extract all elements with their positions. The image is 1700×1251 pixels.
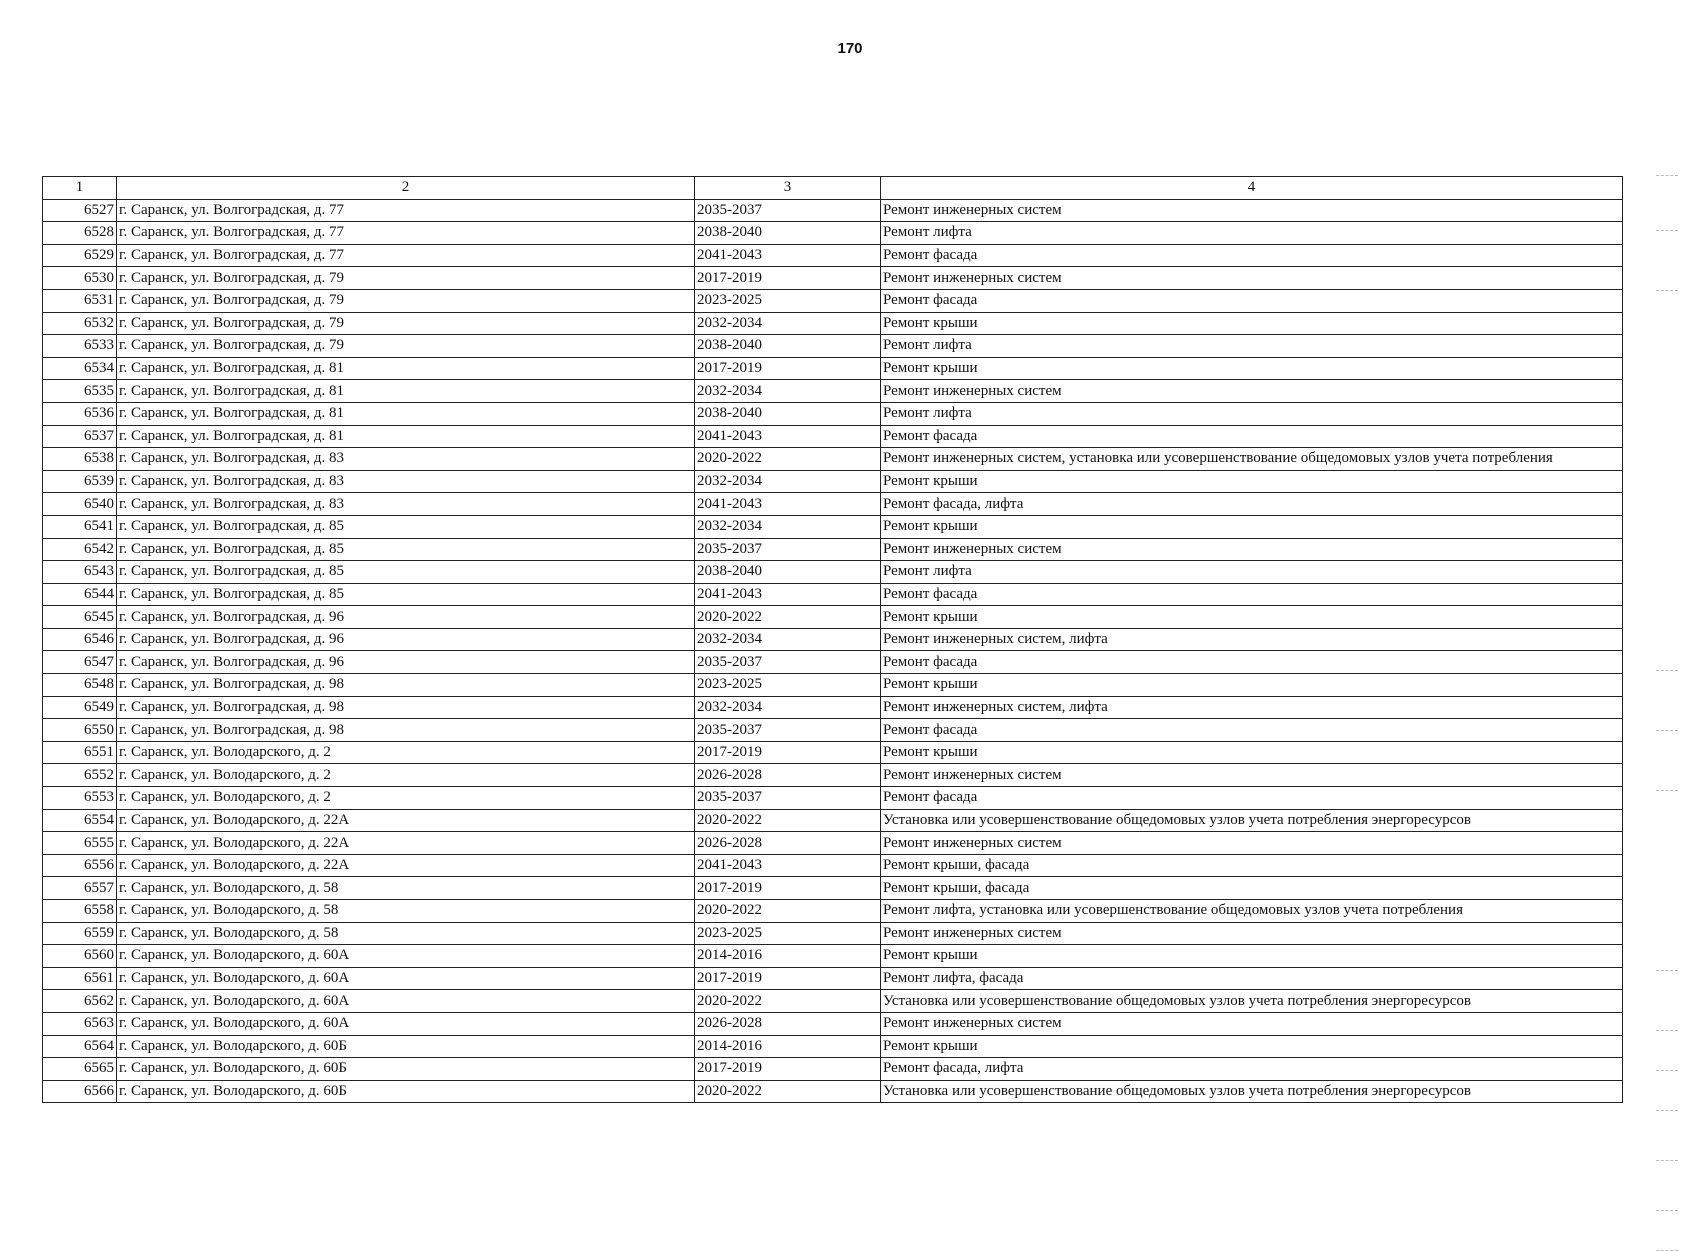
header-row	[43, 177, 1623, 200]
period-cell: 2032-2034	[695, 628, 881, 651]
row-number: 6561	[43, 967, 117, 990]
table-row	[43, 199, 1623, 222]
row-number: 6552	[43, 764, 117, 787]
work-cell: Ремонт инженерных систем, лифта	[881, 696, 1623, 719]
address-cell: г. Саранск, ул. Володарского, д. 60А	[117, 945, 695, 968]
row-number: 6560	[43, 945, 117, 968]
period-cell: 2020-2022	[695, 900, 881, 923]
period-cell: 2035-2037	[695, 719, 881, 742]
address-cell: г. Саранск, ул. Волгоградская, д. 83	[117, 470, 695, 493]
margin-mark	[1656, 230, 1678, 231]
address-cell: г. Саранск, ул. Волгоградская, д. 81	[117, 425, 695, 448]
row-number: 6540	[43, 493, 117, 516]
row-number: 6531	[43, 289, 117, 312]
period-cell: 2032-2034	[695, 470, 881, 493]
table-row	[43, 922, 1623, 945]
margin-mark	[1656, 670, 1678, 671]
address-cell: г. Саранск, ул. Волгоградская, д. 85	[117, 515, 695, 538]
row-number: 6538	[43, 448, 117, 471]
table-row	[43, 493, 1623, 516]
work-cell: Ремонт инженерных систем	[881, 1012, 1623, 1035]
row-number: 6530	[43, 267, 117, 290]
work-cell: Ремонт инженерных систем	[881, 267, 1623, 290]
row-number: 6546	[43, 628, 117, 651]
row-number: 6559	[43, 922, 117, 945]
work-cell: Ремонт крыши, фасада	[881, 877, 1623, 900]
period-cell: 2026-2028	[695, 764, 881, 787]
table-row	[43, 538, 1623, 561]
table-row	[43, 990, 1623, 1013]
row-number: 6545	[43, 606, 117, 629]
table-row	[43, 1058, 1623, 1081]
work-cell: Ремонт фасада, лифта	[881, 493, 1623, 516]
period-cell: 2035-2037	[695, 538, 881, 561]
address-cell: г. Саранск, ул. Волгоградская, д. 79	[117, 289, 695, 312]
address-cell: г. Саранск, ул. Володарского, д. 2	[117, 741, 695, 764]
row-number: 6542	[43, 538, 117, 561]
table-row	[43, 470, 1623, 493]
address-cell: г. Саранск, ул. Волгоградская, д. 77	[117, 199, 695, 222]
address-cell: г. Саранск, ул. Володарского, д. 58	[117, 900, 695, 923]
work-cell: Установка или усовершенствование общедомовых узлов учета потребления энергоресурсов	[881, 1080, 1623, 1103]
row-number: 6551	[43, 741, 117, 764]
table-row	[43, 515, 1623, 538]
period-cell: 2020-2022	[695, 1080, 881, 1103]
period-cell: 2026-2028	[695, 1012, 881, 1035]
table-row	[43, 1080, 1623, 1103]
address-cell: г. Саранск, ул. Волгоградская, д. 85	[117, 583, 695, 606]
address-cell: г. Саранск, ул. Волгоградская, д. 98	[117, 719, 695, 742]
address-cell: г. Саранск, ул. Володарского, д. 22А	[117, 854, 695, 877]
table-row	[43, 402, 1623, 425]
table-row	[43, 244, 1623, 267]
period-cell: 2014-2016	[695, 1035, 881, 1058]
page-number: 170	[837, 40, 863, 57]
margin-mark	[1656, 1210, 1678, 1211]
period-cell: 2038-2040	[695, 561, 881, 584]
period-cell: 2041-2043	[695, 583, 881, 606]
period-cell: 2023-2025	[695, 674, 881, 697]
table-row	[43, 628, 1623, 651]
work-cell: Ремонт инженерных систем, установка или усовершенствование общедомовых узлов учета потребления	[881, 448, 1623, 471]
table-row	[43, 719, 1623, 742]
work-cell: Ремонт инженерных систем	[881, 538, 1623, 561]
address-cell: г. Саранск, ул. Володарского, д. 58	[117, 922, 695, 945]
row-number: 6550	[43, 719, 117, 742]
table-row	[43, 877, 1623, 900]
work-cell: Ремонт инженерных систем	[881, 922, 1623, 945]
period-cell: 2041-2043	[695, 854, 881, 877]
table-row	[43, 289, 1623, 312]
period-cell: 2038-2040	[695, 335, 881, 358]
period-cell: 2017-2019	[695, 741, 881, 764]
row-number: 6563	[43, 1012, 117, 1035]
work-cell: Ремонт инженерных систем	[881, 380, 1623, 403]
column-header-2: 2	[117, 177, 695, 200]
row-number: 6547	[43, 651, 117, 674]
period-cell: 2041-2043	[695, 244, 881, 267]
row-number: 6527	[43, 199, 117, 222]
row-number: 6549	[43, 696, 117, 719]
period-cell: 2032-2034	[695, 515, 881, 538]
address-cell: г. Саранск, ул. Волгоградская, д. 98	[117, 696, 695, 719]
work-cell: Ремонт крыши	[881, 515, 1623, 538]
row-number: 6557	[43, 877, 117, 900]
table-row	[43, 357, 1623, 380]
address-cell: г. Саранск, ул. Володарского, д. 22А	[117, 832, 695, 855]
table-row	[43, 267, 1623, 290]
table-row	[43, 335, 1623, 358]
work-cell: Ремонт крыши	[881, 470, 1623, 493]
address-cell: г. Саранск, ул. Волгоградская, д. 96	[117, 628, 695, 651]
table-row	[43, 674, 1623, 697]
row-number: 6558	[43, 900, 117, 923]
table-row	[43, 448, 1623, 471]
row-number: 6548	[43, 674, 117, 697]
period-cell: 2023-2025	[695, 289, 881, 312]
period-cell: 2017-2019	[695, 1058, 881, 1081]
work-cell: Ремонт лифта, установка или усовершенствование общедомовых узлов учета потребления	[881, 900, 1623, 923]
table-row	[43, 945, 1623, 968]
row-number: 6533	[43, 335, 117, 358]
work-cell: Ремонт крыши	[881, 945, 1623, 968]
work-cell: Ремонт крыши, фасада	[881, 854, 1623, 877]
address-cell: г. Саранск, ул. Волгоградская, д. 79	[117, 312, 695, 335]
work-cell: Ремонт фасада	[881, 583, 1623, 606]
table-row	[43, 312, 1623, 335]
work-cell: Ремонт фасада	[881, 787, 1623, 810]
period-cell: 2017-2019	[695, 267, 881, 290]
row-number: 6539	[43, 470, 117, 493]
address-cell: г. Саранск, ул. Володарского, д. 60А	[117, 990, 695, 1013]
row-number: 6528	[43, 222, 117, 245]
period-cell: 2035-2037	[695, 199, 881, 222]
address-cell: г. Саранск, ул. Володарского, д. 60Б	[117, 1080, 695, 1103]
work-cell: Ремонт крыши	[881, 1035, 1623, 1058]
period-cell: 2041-2043	[695, 425, 881, 448]
row-number: 6554	[43, 809, 117, 832]
address-cell: г. Саранск, ул. Володарского, д. 22А	[117, 809, 695, 832]
address-cell: г. Саранск, ул. Волгоградская, д. 85	[117, 538, 695, 561]
table-body	[43, 199, 1623, 1103]
period-cell: 2026-2028	[695, 832, 881, 855]
margin-mark	[1656, 1110, 1678, 1111]
period-cell: 2032-2034	[695, 380, 881, 403]
table-row	[43, 854, 1623, 877]
margin-mark	[1656, 970, 1678, 971]
table-row	[43, 741, 1623, 764]
work-cell: Ремонт инженерных систем	[881, 832, 1623, 855]
period-cell: 2020-2022	[695, 448, 881, 471]
address-cell: г. Саранск, ул. Волгоградская, д. 83	[117, 493, 695, 516]
address-cell: г. Саранск, ул. Володарского, д. 58	[117, 877, 695, 900]
period-cell: 2038-2040	[695, 222, 881, 245]
column-header-4: 4	[881, 177, 1623, 200]
margin-mark	[1656, 730, 1678, 731]
address-cell: г. Саранск, ул. Володарского, д. 60А	[117, 967, 695, 990]
work-cell: Ремонт фасада	[881, 425, 1623, 448]
table-row	[43, 787, 1623, 810]
address-cell: г. Саранск, ул. Володарского, д. 2	[117, 764, 695, 787]
address-cell: г. Саранск, ул. Волгоградская, д. 79	[117, 335, 695, 358]
row-number: 6555	[43, 832, 117, 855]
table-row	[43, 222, 1623, 245]
work-cell: Ремонт инженерных систем	[881, 764, 1623, 787]
work-cell: Ремонт крыши	[881, 674, 1623, 697]
work-cell: Ремонт фасада, лифта	[881, 1058, 1623, 1081]
period-cell: 2017-2019	[695, 877, 881, 900]
margin-mark	[1656, 1030, 1678, 1031]
address-cell: г. Саранск, ул. Волгоградская, д. 79	[117, 267, 695, 290]
row-number: 6543	[43, 561, 117, 584]
address-cell: г. Саранск, ул. Володарского, д. 60А	[117, 1012, 695, 1035]
work-cell: Ремонт лифта	[881, 402, 1623, 425]
period-cell: 2023-2025	[695, 922, 881, 945]
row-number: 6536	[43, 402, 117, 425]
work-cell: Ремонт фасада	[881, 244, 1623, 267]
table-row	[43, 606, 1623, 629]
margin-mark	[1656, 290, 1678, 291]
table-row	[43, 764, 1623, 787]
work-cell: Ремонт крыши	[881, 741, 1623, 764]
table-row	[43, 900, 1623, 923]
row-number: 6562	[43, 990, 117, 1013]
table-row	[43, 425, 1623, 448]
row-number: 6534	[43, 357, 117, 380]
address-cell: г. Саранск, ул. Волгоградская, д. 96	[117, 606, 695, 629]
address-cell: г. Саранск, ул. Володарского, д. 60Б	[117, 1058, 695, 1081]
row-number: 6541	[43, 515, 117, 538]
table-row	[43, 651, 1623, 674]
address-cell: г. Саранск, ул. Володарского, д. 60Б	[117, 1035, 695, 1058]
margin-mark	[1656, 175, 1678, 176]
table-row	[43, 583, 1623, 606]
address-cell: г. Саранск, ул. Волгоградская, д. 96	[117, 651, 695, 674]
row-number: 6544	[43, 583, 117, 606]
table-row	[43, 967, 1623, 990]
work-cell: Ремонт крыши	[881, 312, 1623, 335]
address-cell: г. Саранск, ул. Волгоградская, д. 81	[117, 402, 695, 425]
margin-mark	[1656, 790, 1678, 791]
table-row	[43, 1035, 1623, 1058]
period-cell: 2041-2043	[695, 493, 881, 516]
period-cell: 2020-2022	[695, 809, 881, 832]
table-row	[43, 809, 1623, 832]
work-cell: Ремонт крыши	[881, 606, 1623, 629]
period-cell: 2032-2034	[695, 696, 881, 719]
table-row	[43, 696, 1623, 719]
period-cell: 2035-2037	[695, 787, 881, 810]
work-cell: Ремонт лифта	[881, 335, 1623, 358]
period-cell: 2014-2016	[695, 945, 881, 968]
period-cell: 2020-2022	[695, 990, 881, 1013]
work-cell: Ремонт фасада	[881, 719, 1623, 742]
row-number: 6566	[43, 1080, 117, 1103]
row-number: 6565	[43, 1058, 117, 1081]
period-cell: 2032-2034	[695, 312, 881, 335]
address-cell: г. Саранск, ул. Волгоградская, д. 85	[117, 561, 695, 584]
row-number: 6537	[43, 425, 117, 448]
work-cell: Ремонт лифта, фасада	[881, 967, 1623, 990]
row-number: 6564	[43, 1035, 117, 1058]
table-header	[43, 177, 1623, 200]
address-cell: г. Саранск, ул. Волгоградская, д. 98	[117, 674, 695, 697]
column-header-3: 3	[695, 177, 881, 200]
column-header-1: 1	[43, 177, 117, 200]
table-row	[43, 561, 1623, 584]
row-number: 6553	[43, 787, 117, 810]
address-cell: г. Саранск, ул. Волгоградская, д. 81	[117, 357, 695, 380]
margin-mark	[1656, 1160, 1678, 1161]
work-cell: Ремонт фасада	[881, 651, 1623, 674]
row-number: 6529	[43, 244, 117, 267]
row-number: 6535	[43, 380, 117, 403]
period-cell: 2020-2022	[695, 606, 881, 629]
table-row	[43, 1012, 1623, 1035]
work-cell: Ремонт фасада	[881, 289, 1623, 312]
work-cell: Ремонт инженерных систем, лифта	[881, 628, 1623, 651]
work-cell: Ремонт инженерных систем	[881, 199, 1623, 222]
row-number: 6556	[43, 854, 117, 877]
address-cell: г. Саранск, ул. Володарского, д. 2	[117, 787, 695, 810]
row-number: 6532	[43, 312, 117, 335]
work-cell: Установка или усовершенствование общедомовых узлов учета потребления энергоресурсов	[881, 809, 1623, 832]
table-row	[43, 832, 1623, 855]
address-cell: г. Саранск, ул. Волгоградская, д. 81	[117, 380, 695, 403]
table-row	[43, 380, 1623, 403]
period-cell: 2017-2019	[695, 357, 881, 380]
margin-mark	[1656, 1070, 1678, 1071]
work-cell: Ремонт лифта	[881, 222, 1623, 245]
period-cell: 2035-2037	[695, 651, 881, 674]
address-cell: г. Саранск, ул. Волгоградская, д. 77	[117, 222, 695, 245]
period-cell: 2017-2019	[695, 967, 881, 990]
period-cell: 2038-2040	[695, 402, 881, 425]
repair-schedule-table	[42, 176, 1623, 1103]
work-cell: Ремонт лифта	[881, 561, 1623, 584]
address-cell: г. Саранск, ул. Волгоградская, д. 77	[117, 244, 695, 267]
address-cell: г. Саранск, ул. Волгоградская, д. 83	[117, 448, 695, 471]
work-cell: Ремонт крыши	[881, 357, 1623, 380]
work-cell: Установка или усовершенствование общедомовых узлов учета потребления энергоресурсов	[881, 990, 1623, 1013]
